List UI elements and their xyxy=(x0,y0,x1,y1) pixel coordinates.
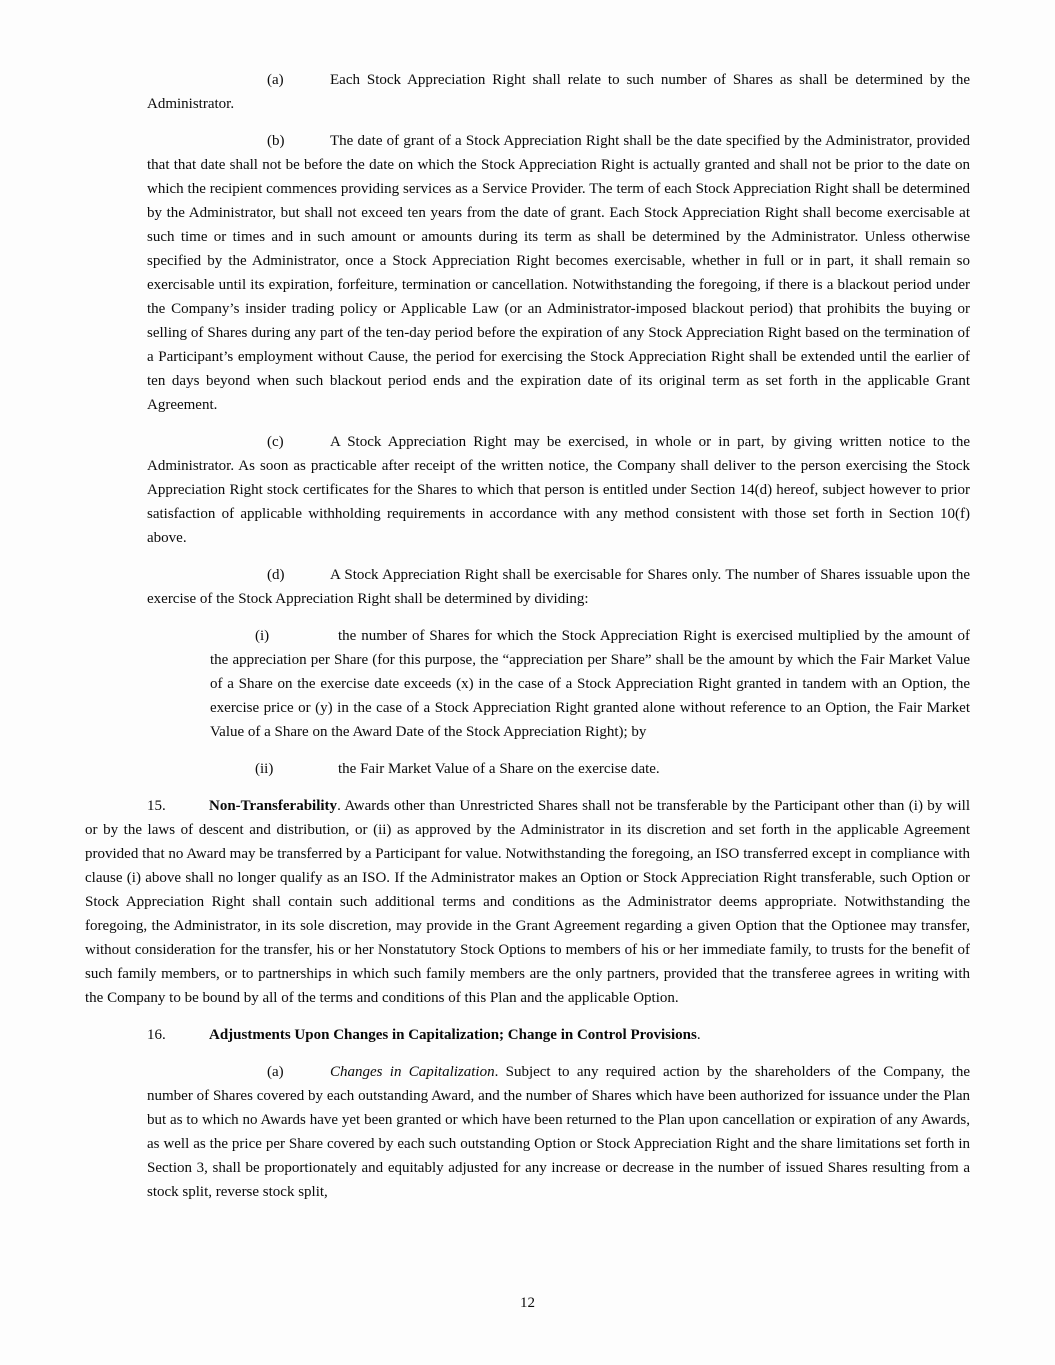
paragraph-b-text: The date of grant of a Stock Appreciation Right shall be the date specified by the Administrator, provided that that date shall not be before the date on which the Stock Appreciation Right is actually granted and shall not be prior to the date on which the recipient commences providing services as a Service Provider. The term of each Stock Appreciation Right shall be determined by the Administrator, but shall not exceed ten years from the date of grant. Each Stock Appreciation Right shall become exercisable at such time or times and in such amount or amounts during its term as shall be determined by the Administrator. Unless otherwise specified by the Administrator, once a Stock Appreciation Right becomes exercisable, whether in full or in part, it shall remain so exercisable until its expiration, forfeiture, termination or cancellation. Notwithstanding the foregoing, if there is a blackout period under the Company’s insider trading policy or Applicable Law (or an Administrator-imposed blackout period) that prohibits the buying or selling of Shares during any part of the ten-day period before the expiration of any Stock Appreciation Right based on the termination of a Participant’s employment without Cause, the period for exercising the Stock Appreciation Right shall be extended until the earlier of ten days beyond when such blackout period ends and the expiration date of its original term as set forth in the applicable Grant Agreement. xyxy=(147,133,970,413)
page-footer xyxy=(0,1291,1055,1315)
paragraph-c-text: A Stock Appreciation Right may be exercised, in whole or in part, by giving written notice to the Administrator. As soon as practicable after receipt of the written notice, the Company shall deliver to the person exercising the Stock Appreciation Right stock certificates for the Shares to which that person is entitled under Section 14(d) hereof, subject however to prior satisfaction of applicable withholding requirements in accordance with any method consistent with those set forth in Section 10(f) above. xyxy=(147,434,970,546)
paragraph-c xyxy=(147,430,970,550)
item-i-text: the number of Shares for which the Stock Appreciation Right is exercised multiplied by the amount of the appreciation per Share (for this purpose, the “appreciation per Share” shall be the amount by which the Fair Market Value of a Share on the exercise date exceeds (x) in the case of a Stock Appreciation Right granted in tandem with an Option, the exercise price or (y) in the case of a Stock Appreciation Right granted alone without reference to an Option, the Fair Market Value of a Share on the Award Date of the Stock Appreciation Right); by xyxy=(210,628,970,740)
paragraph-16a xyxy=(147,1060,970,1204)
section-16 xyxy=(85,1023,970,1047)
page-number: 12 xyxy=(520,1295,535,1311)
paragraph-c-label: (c) xyxy=(267,434,284,450)
paragraph-b-label: (b) xyxy=(267,133,285,149)
paragraph-16a-heading: Changes in Capitalization xyxy=(330,1064,495,1080)
item-i-label: (i) xyxy=(255,628,270,644)
paragraph-d-text: A Stock Appreciation Right shall be exercisable for Shares only. The number of Shares issuable upon the exercise of the Stock Appreciation Right shall be determined by dividing: xyxy=(147,567,970,607)
paragraph-d-label: (d) xyxy=(267,567,285,583)
section-16-number: 16. xyxy=(147,1027,166,1043)
paragraph-a xyxy=(147,68,970,116)
section-15 xyxy=(85,794,970,1010)
item-ii-label: (ii) xyxy=(255,761,274,777)
paragraph-b xyxy=(147,129,970,417)
section-15-heading: Non-Transferability xyxy=(209,798,338,814)
item-i xyxy=(210,624,970,744)
item-ii-text: the Fair Market Value of a Share on the exercise date. xyxy=(338,761,660,777)
section-15-text: . Awards other than Unrestricted Shares shall not be transferable by the Participant other than (i) by will or by the laws of descent and distribution, or (ii) as approved by the Administrator in its discretion and set forth in the applicable Agreement provided that no Award may be transferred by a Participant for value. Notwithstanding the foregoing, an ISO transferred except in compliance with clause (i) above shall no longer qualify as an ISO. If the Administrator makes an Option or Stock Appreciation Right transferable, such Option or Stock Appreciation Right shall contain such additional terms and conditions as the Administrator deems appropriate. Notwithstanding the foregoing, the Administrator, in its sole discretion, may provide in the Grant Agreement regarding a given Option that the Optionee may transfer, without consideration for the transfer, his or her Nonstatutory Stock Options to members of his or her immediate family, to trusts for the benefit of such family members, or to partnerships in which such family members are the only partners, provided that the transferee agrees in writing with the Company to be bound by all of the terms and conditions of this Plan and the applicable Option. xyxy=(85,798,970,1006)
paragraph-a-label: (a) xyxy=(267,72,284,88)
item-ii xyxy=(210,757,970,781)
paragraph-16a-text: . Subject to any required action by the shareholders of the Company, the number of Shares covered by each outstanding Award, and the number of Shares which have been authorized for issuance under the Plan but as to which no Awards have yet been granted or which have been returned to the Plan upon cancellation or expiration of any Awards, as well as the price per Share covered by each such outstanding Option or Stock Appreciation Right and the share limitations set forth in Section 3, shall be proportionately and equitably adjusted for any increase or decrease in the number of issued Shares resulting from a stock split, reverse stock split, xyxy=(147,1064,971,1200)
section-16-text: . xyxy=(696,1027,701,1043)
section-15-number: 15. xyxy=(147,798,166,814)
section-16-heading: Adjustments Upon Changes in Capitalization; Change in Control Provisions xyxy=(209,1027,697,1043)
paragraph-16a-label: (a) xyxy=(267,1064,284,1080)
paragraph-d xyxy=(147,563,970,611)
paragraph-a-text: Each Stock Appreciation Right shall relate to such number of Shares as shall be determined by the Administrator. xyxy=(147,72,970,112)
